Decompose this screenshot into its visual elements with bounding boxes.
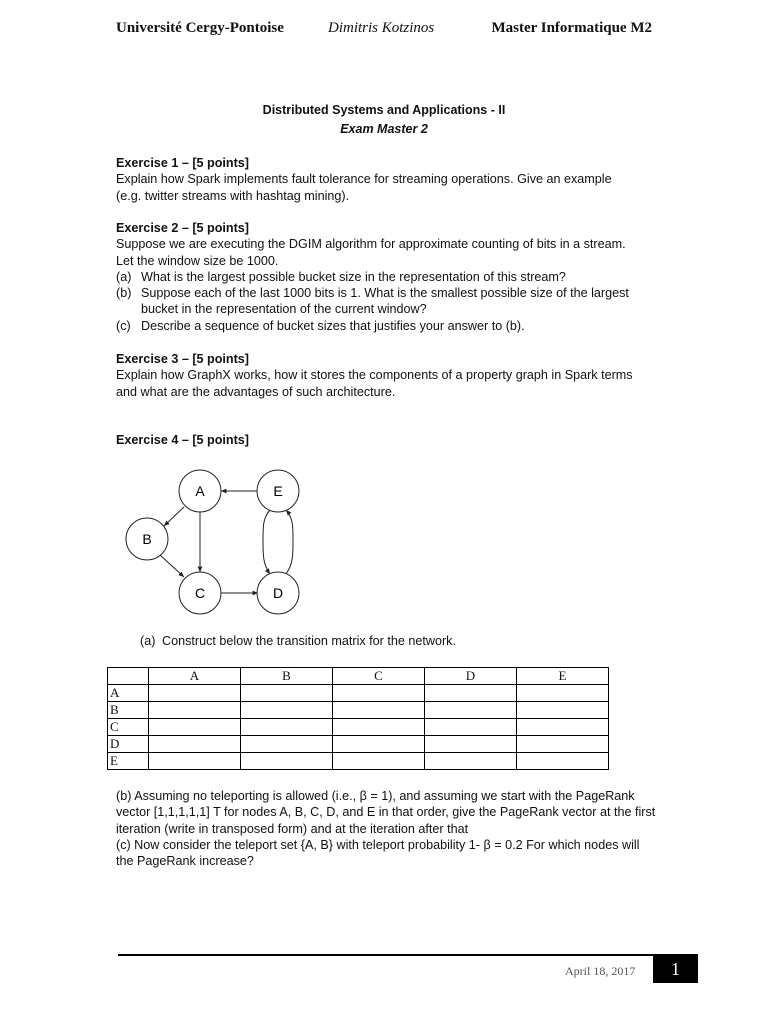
item-text: What is the largest possible bucket size in the representation of this stream? bbox=[141, 269, 566, 284]
matrix-cell[interactable] bbox=[333, 736, 425, 753]
node-label-b: B bbox=[142, 531, 152, 547]
transition-matrix-table bbox=[107, 667, 609, 770]
matrix-row bbox=[108, 753, 609, 770]
matrix-cell[interactable] bbox=[517, 753, 609, 770]
graph-node-c bbox=[179, 572, 221, 614]
matrix-col-header: A bbox=[149, 668, 241, 685]
part-b-text: (b) Assuming no teleporting is allowed (i.e., β = 1), and assuming we start with the PageRank vector [1,1,1,1,1] T for nodes A, B, C, D, and E in that order, give the PageRank vector at the first iteration (write in transposed form) and at the iteration after that bbox=[116, 789, 656, 836]
node-label-a: A bbox=[195, 483, 205, 499]
course-title: Distributed Systems and Applications - II bbox=[262, 103, 506, 117]
part-a-text: Construct below the transition matrix for the network. bbox=[162, 634, 456, 648]
exercise-2-line-1: Suppose we are executing the DGIM algorithm for approximate counting of bits in a stream. bbox=[116, 237, 626, 252]
author-name: Dimitris Kotzinos bbox=[328, 20, 435, 36]
program-name: Master Informatique M2 bbox=[491, 20, 652, 36]
matrix-cell[interactable] bbox=[425, 702, 517, 719]
matrix-cell[interactable] bbox=[333, 753, 425, 770]
matrix-cell[interactable] bbox=[425, 685, 517, 702]
matrix-cell[interactable] bbox=[241, 753, 333, 770]
edge-b-c bbox=[160, 555, 184, 577]
matrix-header-row bbox=[108, 668, 609, 685]
university-name: Université Cergy-Pontoise bbox=[116, 20, 284, 36]
matrix-cell[interactable] bbox=[149, 736, 241, 753]
matrix-cell[interactable] bbox=[425, 753, 517, 770]
exercise-2 bbox=[116, 220, 656, 334]
matrix-cell[interactable] bbox=[425, 719, 517, 736]
exercise-3-line-2: and what are the advantages of such architecture. bbox=[116, 384, 396, 399]
graph-node-a bbox=[179, 470, 221, 512]
item-text: Describe a sequence of bucket sizes that justifies your answer to (b). bbox=[141, 318, 525, 333]
exercise-3-title: Exercise 3 – [5 points] bbox=[116, 352, 249, 366]
matrix-row-header: E bbox=[108, 753, 149, 770]
matrix-row-header: C bbox=[108, 719, 149, 736]
footer-divider bbox=[118, 954, 698, 956]
matrix-cell[interactable] bbox=[149, 753, 241, 770]
page-number: 1 bbox=[653, 955, 698, 983]
footer-date: April 18, 2017 bbox=[565, 964, 636, 978]
matrix-row-header: A bbox=[108, 685, 149, 702]
item-marker: (a) bbox=[116, 269, 132, 284]
matrix-cell[interactable] bbox=[425, 736, 517, 753]
node-label-c: C bbox=[194, 585, 206, 601]
part-a-marker: (a) bbox=[140, 634, 156, 648]
exercise-3 bbox=[116, 351, 656, 400]
node-label-e: E bbox=[273, 483, 283, 499]
exercise-2-item-b bbox=[116, 285, 656, 318]
matrix-row bbox=[108, 736, 609, 753]
exercise-4 bbox=[116, 432, 656, 448]
matrix-cell[interactable] bbox=[517, 719, 609, 736]
exam-title: Exam Master 2 bbox=[340, 122, 428, 136]
matrix-col-header: D bbox=[425, 668, 517, 685]
graph-node-b bbox=[126, 518, 168, 560]
exercise-1-line-2: (e.g. twitter streams with hashtag mining). bbox=[116, 188, 350, 203]
exercise-2-title: Exercise 2 – [5 points] bbox=[116, 221, 249, 235]
graph-node-e bbox=[257, 470, 299, 512]
matrix-cell[interactable] bbox=[333, 685, 425, 702]
matrix-cell[interactable] bbox=[241, 719, 333, 736]
matrix-cell[interactable] bbox=[149, 719, 241, 736]
matrix-cell[interactable] bbox=[149, 702, 241, 719]
exercise-4-title: Exercise 4 – [5 points] bbox=[116, 433, 249, 447]
part-c-text: (c) Now consider the teleport set {A, B} with teleport probability 1- β = 0.2 For which nodes will the PageRank increase? bbox=[116, 837, 640, 869]
page-header bbox=[116, 20, 652, 40]
matrix-cell[interactable] bbox=[517, 685, 609, 702]
matrix-row-header: D bbox=[108, 736, 149, 753]
exercise-1-line-1: Explain how Spark implements fault tolerance for streaming operations. Give an example bbox=[116, 172, 612, 187]
matrix-row bbox=[108, 685, 609, 702]
edge-a-b bbox=[164, 507, 184, 526]
exercise-1-title: Exercise 1 – [5 points] bbox=[116, 156, 249, 170]
edge-e-d bbox=[263, 510, 270, 574]
matrix-col-header: E bbox=[517, 668, 609, 685]
item-marker: (c) bbox=[116, 318, 131, 333]
matrix-row bbox=[108, 702, 609, 719]
matrix-col-header: C bbox=[333, 668, 425, 685]
exercise-3-line-1: Explain how GraphX works, how it stores the components of a property graph in Spark terms bbox=[116, 368, 633, 383]
network-graph bbox=[120, 464, 310, 616]
matrix-cell[interactable] bbox=[517, 702, 609, 719]
exercise-2-line-2: Let the window size be 1000. bbox=[116, 253, 279, 268]
exercise-2-item-c bbox=[116, 318, 656, 334]
graph-node-d bbox=[257, 572, 299, 614]
exercise-4-part-a bbox=[140, 634, 456, 648]
node-label-d: D bbox=[272, 585, 284, 601]
matrix-cell[interactable] bbox=[333, 719, 425, 736]
exercise-1 bbox=[116, 155, 656, 204]
matrix-cell[interactable] bbox=[333, 702, 425, 719]
matrix-cell[interactable] bbox=[241, 702, 333, 719]
exercise-2-item-a bbox=[116, 269, 656, 285]
exercise-4-parts-b-c bbox=[116, 788, 656, 869]
edge-d-e bbox=[286, 510, 293, 574]
matrix-corner-cell bbox=[108, 668, 149, 685]
matrix-cell[interactable] bbox=[241, 736, 333, 753]
item-text: Suppose each of the last 1000 bits is 1. What is the smallest possible size of the largest bucket in the representation of the current window? bbox=[141, 286, 629, 317]
matrix-cell[interactable] bbox=[149, 685, 241, 702]
matrix-cell[interactable] bbox=[241, 685, 333, 702]
item-marker: (b) bbox=[116, 286, 132, 301]
matrix-col-header: B bbox=[241, 668, 333, 685]
matrix-row-header: B bbox=[108, 702, 149, 719]
matrix-row bbox=[108, 719, 609, 736]
matrix-cell[interactable] bbox=[517, 736, 609, 753]
